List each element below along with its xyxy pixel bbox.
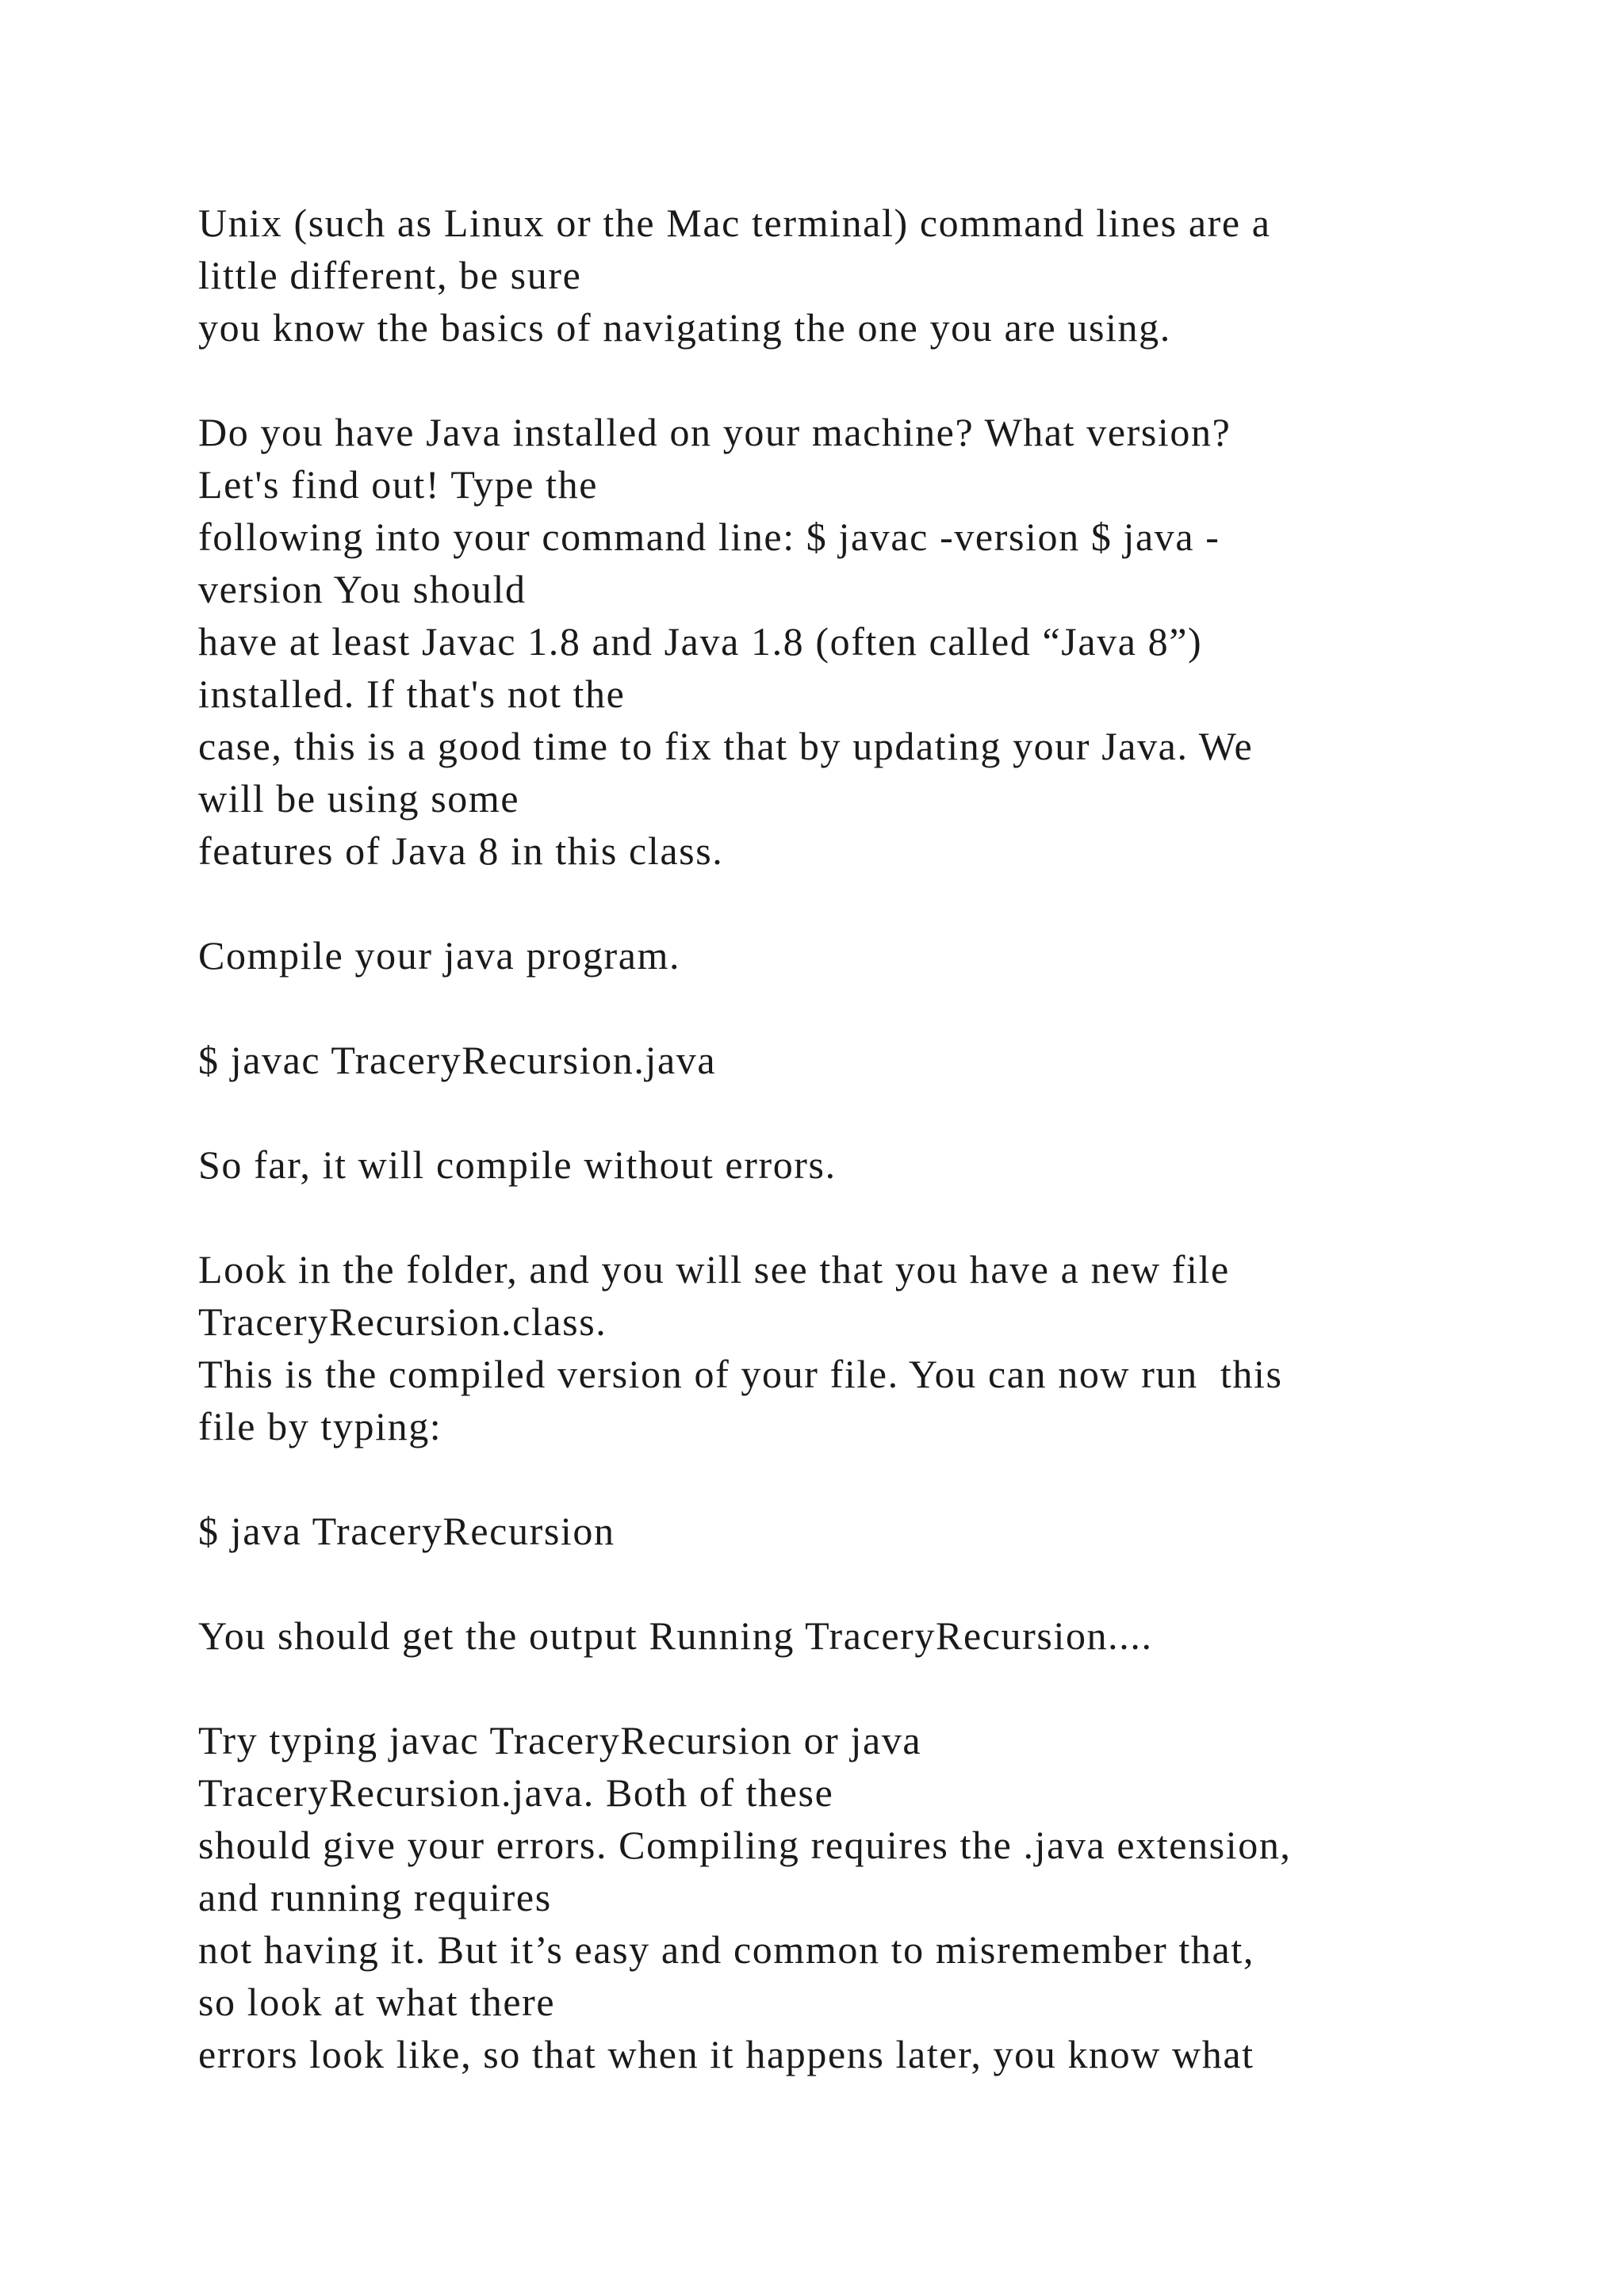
text-line: You should get the output Running TraceryRecursion.... [198, 1613, 1153, 1658]
text-line: So far, it will compile without errors. [198, 1142, 837, 1187]
blank-line [198, 354, 1546, 406]
text-line: TraceryRecursion.class. [198, 1299, 607, 1344]
text-line: errors look like, so that when it happens later, you know what [198, 2032, 1254, 2076]
text-line: so look at what there [198, 1980, 556, 2024]
text-line: Unix (such as Linux or the Mac terminal) command lines are a [198, 201, 1271, 245]
text-line: little different, be sure [198, 253, 582, 297]
blank-line [198, 1191, 1546, 1243]
text-line: TraceryRecursion.java. Both of these [198, 1770, 834, 1815]
text-line: features of Java 8 in this class. [198, 828, 724, 873]
text-line: you know the basics of navigating the one you are using. [198, 305, 1171, 350]
document-body [198, 197, 1546, 2080]
blank-line [198, 1557, 1546, 1609]
text-line: Try typing javac TraceryRecursion or java [198, 1718, 922, 1762]
text-line: have at least Javac 1.8 and Java 1.8 (often called “Java 8”) [198, 619, 1203, 664]
text-line: and running requires [198, 1875, 552, 1919]
text-line: Do you have Java installed on your machine? What version? [198, 410, 1231, 454]
blank-line [198, 1452, 1546, 1505]
text-line: file by typing: [198, 1404, 442, 1448]
blank-line [198, 1662, 1546, 1714]
command-line: $ java TraceryRecursion [198, 1509, 615, 1553]
blank-line [198, 982, 1546, 1034]
text-line: not having it. But it’s easy and common to misremember that, [198, 1927, 1254, 1972]
text-line: installed. If that's not the [198, 672, 626, 716]
text-line: case, this is a good time to fix that by updating your Java. We [198, 724, 1254, 768]
text-line: This is the compiled version of your file. You can now run this [198, 1352, 1283, 1396]
text-line: Let's find out! Type the [198, 462, 599, 507]
text-line: will be using some [198, 776, 520, 821]
blank-line [198, 1086, 1546, 1138]
text-line: Look in the folder, and you will see that you have a new file [198, 1247, 1230, 1292]
command-line: $ javac TraceryRecursion.java [198, 1038, 717, 1082]
text-line: should give your errors. Compiling requires the .java extension, [198, 1823, 1292, 1867]
text-line: Compile your java program. [198, 933, 681, 978]
text-line: version You should [198, 567, 527, 611]
blank-line [198, 877, 1546, 929]
text-line: following into your command line: $ javac -version $ java - [198, 515, 1220, 559]
